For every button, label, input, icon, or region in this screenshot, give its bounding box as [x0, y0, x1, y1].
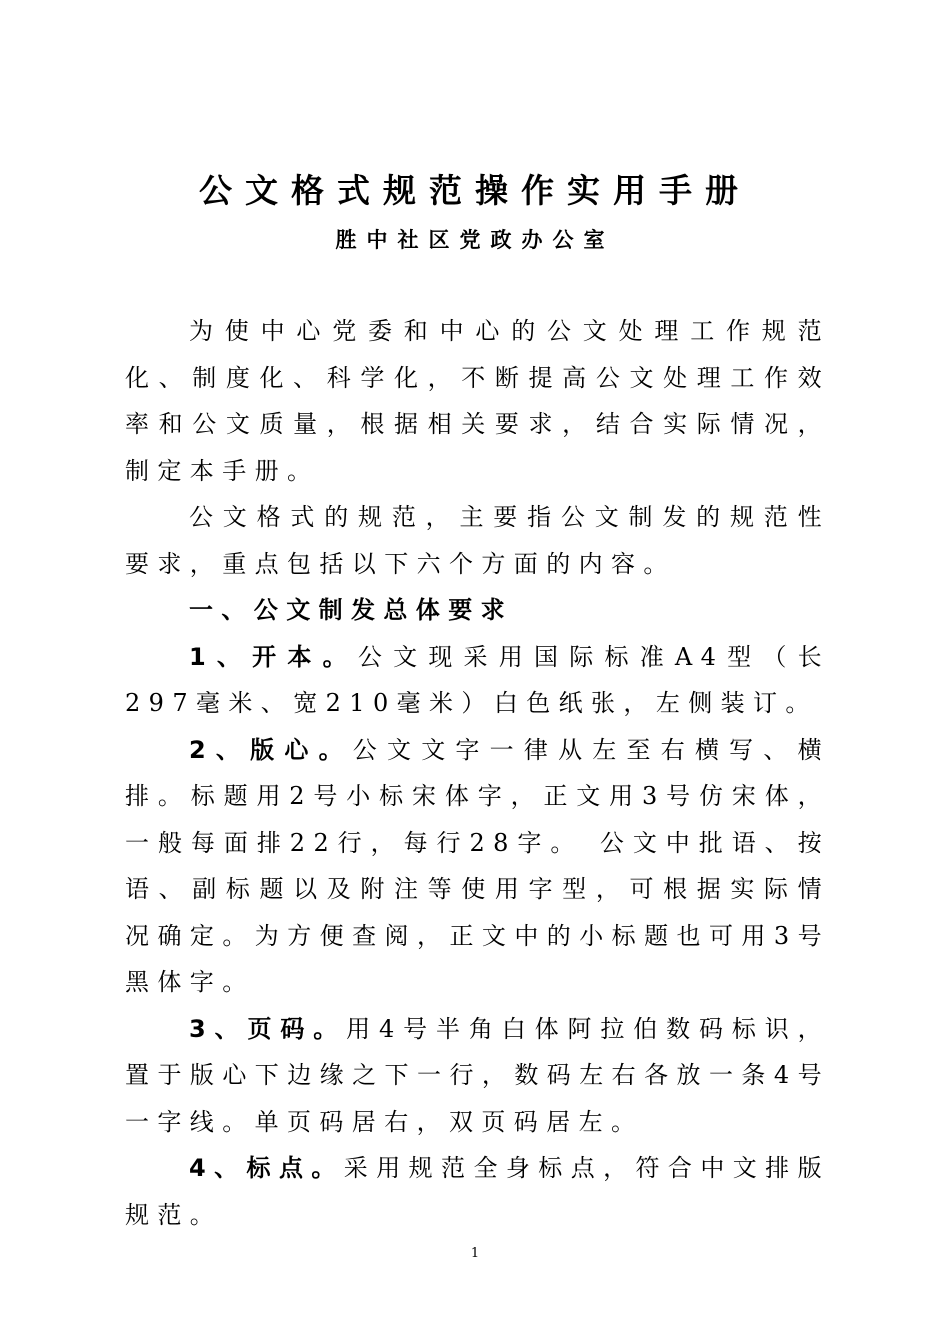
item-lead: 3、页码。 — [189, 1014, 347, 1043]
item-text: 公文现采用国际标准A4型（长297毫米、宽210毫米）白色纸张，左侧装订。 — [125, 642, 831, 717]
document-title: 公文格式规范操作实用手册 — [199, 171, 751, 210]
page-number: 1 — [470, 1246, 480, 1261]
document-body — [125, 308, 830, 1238]
item-text: 公文文字一律从左至右横写、横排。标题用2号小标宋体字，正文用3号仿宋体，一般每面排22行，每行28字。 公文中批语、按语、副标题以及附注等使用字型，可根据实际情况确定。为方便查阅，正文中的小标题也可用3号黑体字。 — [125, 735, 830, 996]
item-page-number — [125, 1006, 830, 1146]
item-paper-size — [125, 634, 830, 727]
item-text: 用4号半角白体阿拉伯数码标识，置于版心下边缘之下一行，数码左右各放一条4号一字线。单页码居右，双页码居左。 — [125, 1014, 830, 1136]
issuing-office: 胜中社区党政办公室 — [335, 228, 615, 252]
item-punctuation — [125, 1145, 830, 1238]
section-heading: 一、公文制发总体要求 — [189, 596, 513, 624]
item-text: 采用规范全身标点，符合中文排版规范。 — [125, 1154, 830, 1229]
item-lead: 4、标点。 — [189, 1154, 344, 1182]
item-lead: 2、版心。 — [189, 735, 353, 764]
item-type-area — [125, 727, 830, 1006]
overview-paragraph: 公文格式的规范，主要指公文制发的规范性要求，重点包括以下六个方面的内容。 — [125, 503, 830, 578]
item-lead: 1、开本。 — [189, 642, 358, 671]
intro-paragraph: 为使中心党委和中心的公文处理工作规范化、制度化、科学化，不断提高公文处理工作效率和公文质量，根据相关要求，结合实际情况，制定本手册。 — [125, 317, 830, 485]
